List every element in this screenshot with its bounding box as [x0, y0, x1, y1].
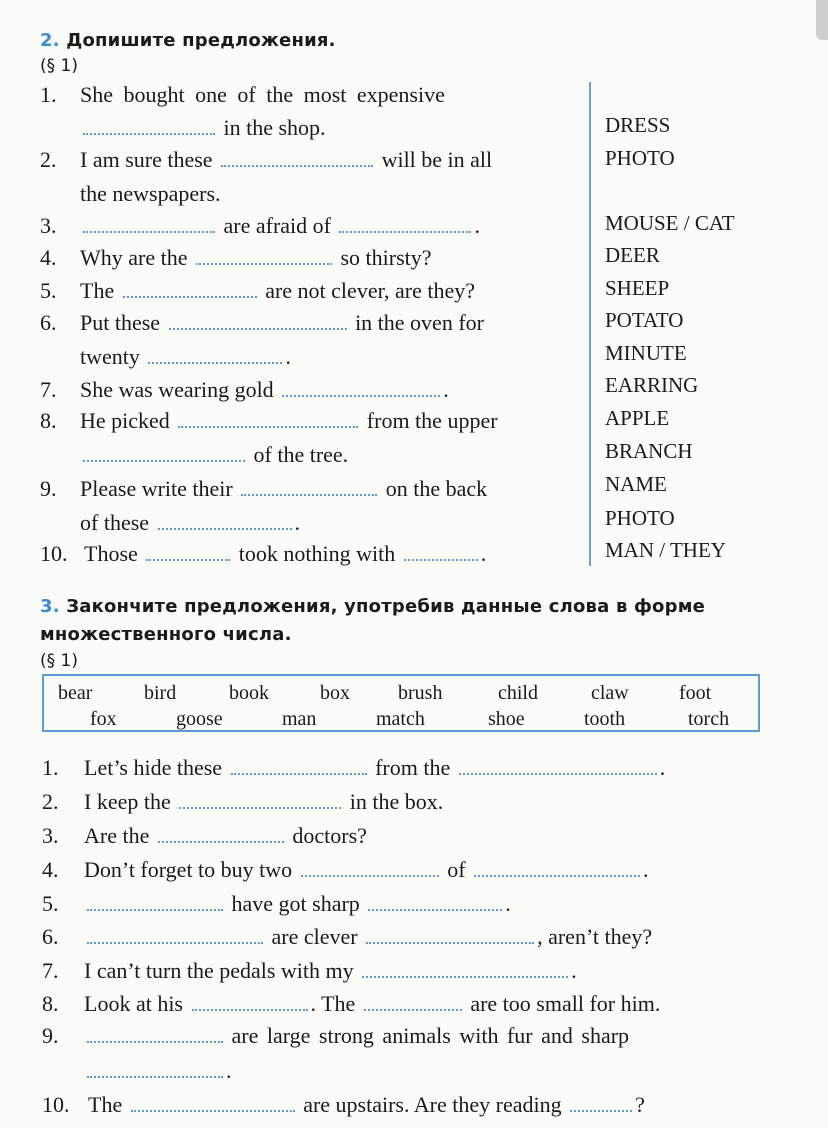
- sentence-text: She was wearing gold: [80, 377, 274, 402]
- sentence-text: in the shop.: [223, 115, 326, 140]
- item-number: 2.: [40, 147, 57, 172]
- sentence-line: [42, 789, 443, 815]
- box-word: claw: [591, 682, 629, 704]
- sentence-text: are clever: [271, 924, 358, 949]
- sentence-text: in the box.: [349, 789, 444, 814]
- hint-word: MINUTE: [605, 341, 687, 365]
- item-number: 5.: [42, 891, 59, 916]
- answer-blank[interactable]: [178, 425, 358, 428]
- answer-blank[interactable]: [123, 295, 257, 298]
- sentence-text: .: [505, 891, 511, 916]
- item-number: 8.: [42, 991, 59, 1016]
- answer-blank[interactable]: [158, 527, 292, 530]
- sentence-text: .: [474, 213, 480, 238]
- sentence-line: [80, 344, 291, 370]
- item-number: 1.: [42, 755, 59, 780]
- sentence-line: [40, 213, 480, 239]
- answer-blank[interactable]: [339, 230, 471, 233]
- sentence-line: [40, 476, 487, 502]
- sentence-text: .: [643, 857, 649, 882]
- item-number: 9.: [42, 1023, 59, 1048]
- item-number: 10.: [40, 541, 68, 566]
- sentence-text: .: [659, 755, 666, 780]
- answer-blank[interactable]: [148, 361, 282, 364]
- answer-blank[interactable]: [87, 1040, 223, 1043]
- answer-blank[interactable]: [231, 772, 367, 775]
- answer-blank[interactable]: [404, 558, 478, 561]
- sentence-text: He picked: [80, 408, 170, 433]
- sentence-text: of the tree.: [253, 442, 349, 467]
- sentence-text: , aren’t they?: [537, 924, 653, 949]
- sentence-line: [40, 245, 432, 271]
- sentence-line: [42, 1023, 629, 1049]
- answer-blank[interactable]: [221, 164, 373, 167]
- sentence-text: of these: [80, 510, 150, 535]
- answer-blank[interactable]: [146, 558, 230, 561]
- answer-blank[interactable]: [83, 230, 215, 233]
- sentence-text: from the upper: [366, 408, 498, 433]
- item-number: 2.: [42, 789, 59, 814]
- sentence-text: The: [88, 1092, 123, 1117]
- hint-word: PHOTO: [605, 506, 675, 530]
- item-number: 9.: [40, 476, 57, 501]
- answer-blank[interactable]: [192, 1008, 308, 1011]
- exercise-heading: Закончите предложения, употребив данные слова в форме: [66, 596, 706, 617]
- sentence-line: [80, 510, 300, 536]
- sentence-line: [40, 82, 445, 108]
- sentence-line: [80, 442, 348, 468]
- sentence-text: Let’s hide these: [84, 755, 223, 780]
- item-number: 3.: [42, 823, 59, 848]
- sentence-line: [40, 310, 484, 336]
- sentence-line: [42, 1092, 645, 1118]
- sentence-text: are too small for him.: [470, 991, 661, 1016]
- column-divider: [589, 82, 591, 566]
- answer-blank[interactable]: [83, 459, 245, 462]
- hint-word: DEER: [605, 243, 660, 267]
- item-number: 4.: [42, 857, 59, 882]
- box-word: book: [229, 682, 269, 704]
- hint-word: MOUSE / CAT: [605, 211, 735, 235]
- sentence-text: The: [80, 278, 115, 303]
- paragraph-ref: (§ 1): [40, 651, 78, 671]
- hint-word: PHOTO: [605, 146, 675, 170]
- item-number: 1.: [40, 82, 57, 107]
- item-number: 7.: [42, 958, 59, 983]
- sentence-text: are upstairs. Are they reading: [303, 1092, 562, 1117]
- sentence-text: from the: [375, 755, 451, 780]
- sentence-line: [42, 991, 660, 1017]
- sentence-line: [40, 541, 486, 567]
- sentence-line: [42, 823, 367, 849]
- sentence-text: Why are the: [80, 245, 188, 270]
- answer-blank[interactable]: [169, 327, 347, 330]
- box-word: box: [320, 682, 350, 704]
- sentence-text: .: [294, 510, 301, 535]
- answer-blank[interactable]: [87, 908, 223, 911]
- hint-word: APPLE: [605, 406, 670, 430]
- exercise-heading: Допишите предложения.: [66, 30, 336, 51]
- exercise-2-title: [40, 30, 336, 51]
- answer-blank[interactable]: [196, 262, 332, 265]
- item-number: 4.: [40, 245, 57, 270]
- answer-blank[interactable]: [459, 772, 657, 775]
- sentence-text: will be in all: [381, 147, 493, 172]
- answer-blank[interactable]: [301, 874, 439, 877]
- answer-blank[interactable]: [474, 874, 640, 877]
- hint-word: BRANCH: [605, 439, 693, 463]
- show-through-text: [600, 30, 605, 53]
- sentence-text: I am sure these: [80, 147, 213, 172]
- sentence-text: She bought one of the most expensive: [80, 82, 445, 107]
- answer-blank[interactable]: [179, 806, 341, 809]
- sentence-text: .: [571, 958, 577, 983]
- sentence-text: have got sharp: [231, 891, 360, 916]
- sentence-text: .: [285, 344, 291, 369]
- sentence-text: .: [226, 1058, 232, 1083]
- sentence-text: of: [447, 857, 466, 882]
- box-word: brush: [398, 682, 443, 704]
- exercise-number: 3.: [40, 596, 60, 617]
- exercise-number: 2.: [40, 30, 60, 51]
- sentence-text: .: [480, 541, 487, 566]
- item-number: 10.: [42, 1092, 70, 1117]
- answer-blank[interactable]: [368, 908, 502, 911]
- sentence-text: in the oven for: [355, 310, 484, 335]
- hint-word: EARRING: [605, 373, 699, 397]
- box-word: child: [498, 682, 538, 704]
- answer-blank[interactable]: [87, 1075, 223, 1078]
- sentence-text: are not clever, are they?: [265, 278, 476, 303]
- exercise-3-title-cont: множественного числа.: [40, 624, 292, 645]
- answer-blank[interactable]: [364, 1008, 462, 1011]
- sentence-line: [40, 278, 475, 304]
- sentence-line: [42, 958, 577, 984]
- answer-blank[interactable]: [570, 1109, 632, 1112]
- sentence-line: [42, 857, 649, 883]
- sentence-text: the newspapers.: [80, 181, 221, 206]
- box-word: bird: [144, 682, 177, 704]
- box-word: fox: [90, 708, 117, 730]
- item-number: 3.: [40, 213, 57, 238]
- sentence-text: ?: [635, 1092, 645, 1117]
- item-number: 6.: [42, 924, 59, 949]
- sentence-text: so thirsty?: [340, 245, 432, 270]
- answer-blank[interactable]: [366, 941, 534, 944]
- item-number: 7.: [40, 377, 57, 402]
- sentence-text: Look at his: [84, 991, 183, 1016]
- sentence-text: Please write their: [80, 476, 233, 501]
- sentence-text: Put these: [80, 310, 161, 335]
- sentence-line: [42, 891, 511, 917]
- answer-blank[interactable]: [241, 493, 377, 496]
- sentence-text: took nothing with: [238, 541, 396, 566]
- box-word: foot: [679, 682, 712, 704]
- sentence-text: are large strong animals with fur and sharp: [231, 1023, 630, 1048]
- sentence-line: [80, 115, 326, 141]
- sentence-line: [42, 755, 665, 781]
- answer-blank[interactable]: [131, 1109, 295, 1112]
- item-number: 6.: [40, 310, 57, 335]
- sentence-line: [80, 181, 221, 207]
- item-number: 8.: [40, 408, 57, 433]
- sentence-text: I keep the: [84, 789, 171, 814]
- hint-word: POTATO: [605, 308, 684, 332]
- sentence-text: on the back: [385, 476, 488, 501]
- sentence-line: [84, 1058, 232, 1084]
- hint-word: DRESS: [605, 113, 671, 137]
- box-word: goose: [176, 708, 223, 730]
- sentence-line: [40, 408, 498, 434]
- sentence-text: I can’t turn the pedals with my: [84, 958, 354, 983]
- box-word: bear: [58, 682, 93, 704]
- answer-blank[interactable]: [282, 394, 440, 397]
- box-word: man: [282, 708, 317, 730]
- sentence-text: twenty: [80, 344, 140, 369]
- sentence-line: [40, 377, 449, 403]
- answer-blank[interactable]: [87, 941, 263, 944]
- item-number: 5.: [40, 278, 57, 303]
- hint-word: MAN / THEY: [605, 538, 726, 562]
- answer-blank[interactable]: [83, 132, 215, 135]
- box-word: tooth: [584, 708, 626, 730]
- sentence-text: doctors?: [292, 823, 367, 848]
- word-box: [42, 674, 760, 732]
- page-edge: [816, 0, 828, 40]
- sentence-line: [42, 924, 652, 950]
- sentence-text: Don’t forget to buy two: [84, 857, 293, 882]
- box-word: match: [376, 708, 425, 730]
- box-word: torch: [688, 708, 730, 730]
- exercise-3-title: [40, 596, 705, 617]
- hint-word: NAME: [605, 472, 667, 496]
- sentence-text: Are the: [84, 823, 150, 848]
- box-word: shoe: [488, 708, 525, 730]
- sentence-text: . The: [310, 991, 356, 1016]
- sentence-line: [40, 147, 492, 173]
- hint-word: SHEEP: [605, 276, 670, 300]
- sentence-text: Those: [84, 541, 138, 566]
- sentence-text: .: [443, 377, 449, 402]
- answer-blank[interactable]: [158, 840, 284, 843]
- sentence-text: are afraid of: [223, 213, 331, 238]
- answer-blank[interactable]: [362, 975, 568, 978]
- paragraph-ref: (§ 1): [40, 56, 78, 76]
